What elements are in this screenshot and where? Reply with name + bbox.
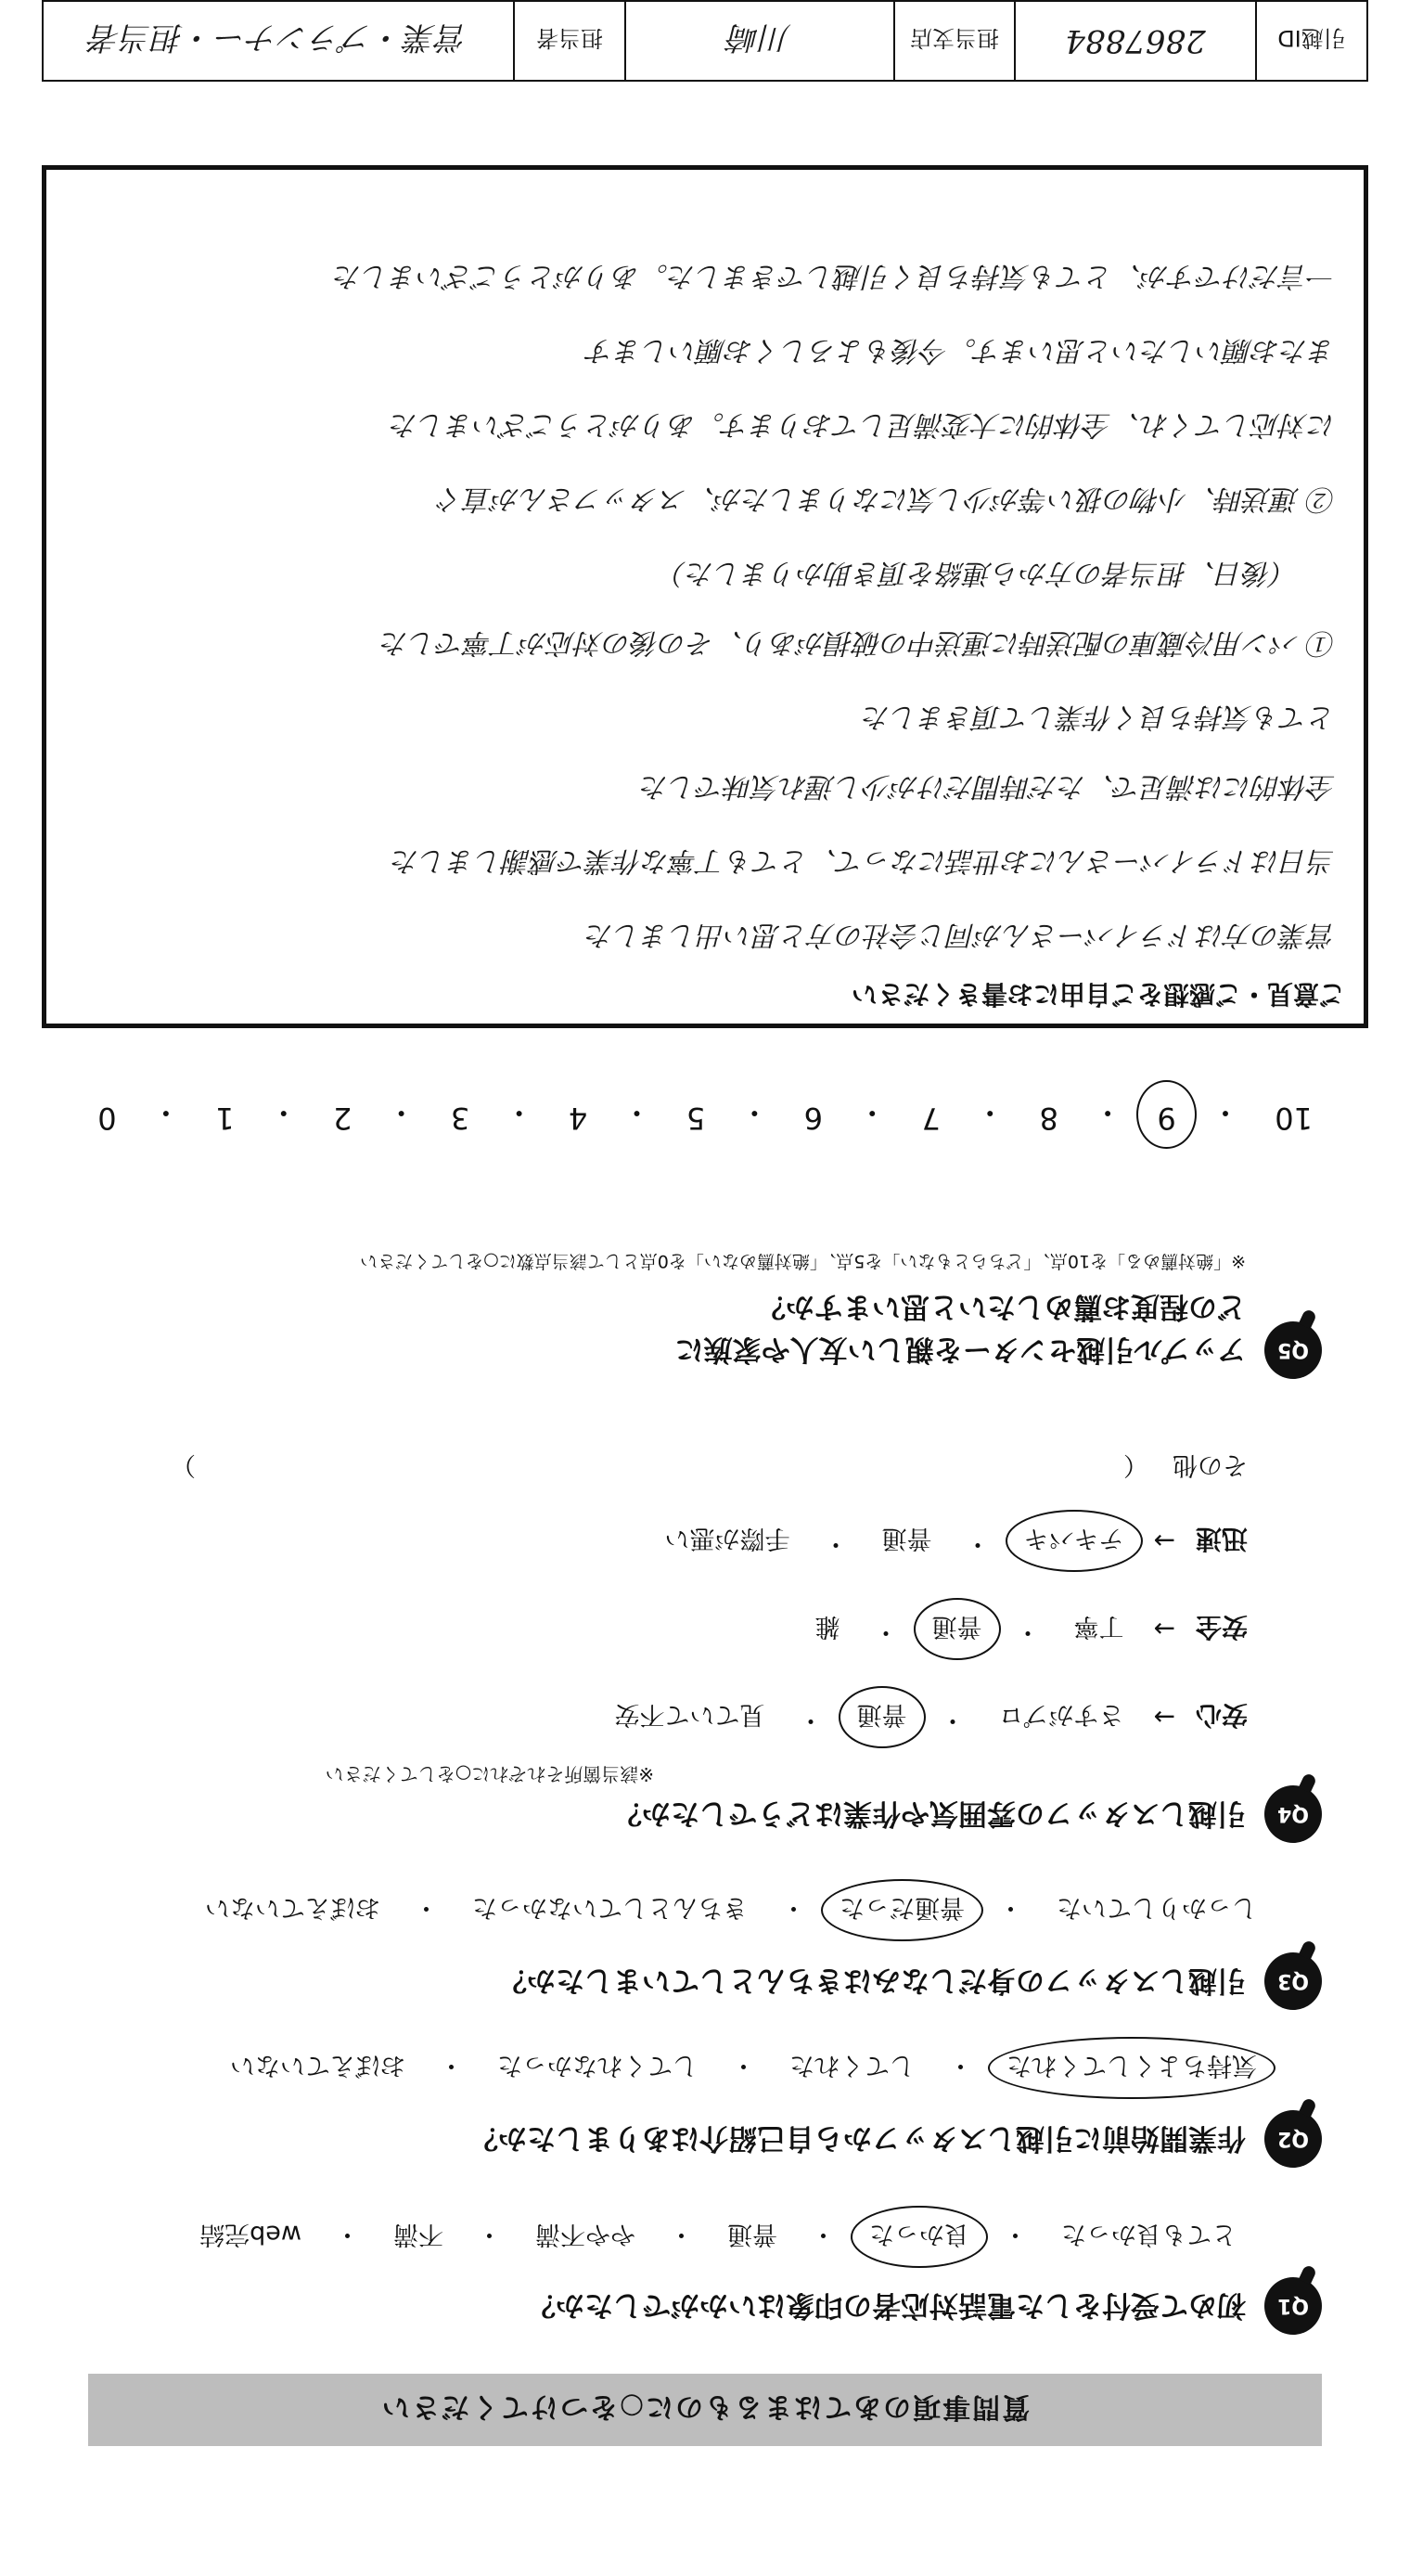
q3-text: 引越しスタッフの身だしなみはきちんとしていましたか？ (498, 1964, 1246, 1997)
comment-line: またお願いしたいと思います。今後もよろしくお願いします (586, 334, 1336, 367)
score-option[interactable]: 8 (1039, 1101, 1058, 1136)
q4-option-selected[interactable]: 普通 (923, 1605, 992, 1653)
question-5 (88, 1193, 1322, 1379)
q2-badge: Q2 (1264, 2110, 1322, 2168)
score-option-selected[interactable]: 9 (1147, 1093, 1185, 1136)
comment-title: ご意見・ご感想をご自由にお書きください (851, 979, 1345, 1010)
q4-row-label: 安全 (1195, 1612, 1248, 1643)
comment-line: 全体的には満足で、ただ時間だけが少し遅れ気味でした (640, 770, 1336, 803)
footer-value-staff: 営業・プランナー・担当者 (89, 19, 468, 57)
q4-other-label: その他 (1173, 1450, 1248, 1479)
q4-option-selected[interactable]: 普通 (848, 1694, 916, 1741)
q3-option[interactable]: きちんとしていなかった (472, 1893, 748, 1922)
score-option[interactable]: 3 (450, 1101, 470, 1136)
q4-option[interactable]: 手際が悪い (664, 1524, 790, 1552)
q1-option[interactable]: とても良かった (1061, 2220, 1237, 2248)
q4-note: ※該当箇所それぞれに○をしてください (325, 1763, 654, 1785)
q1-text: 初めて受付をした電話対応者の印象はいかがでしたか？ (527, 2288, 1246, 2322)
q1-option[interactable]: 不満 (393, 2220, 443, 2248)
instruction-banner (88, 2374, 1322, 2446)
q4-option[interactable]: 雑 (814, 1612, 840, 1641)
arrow-icon: → (1153, 1614, 1175, 1644)
q1-badge: Q1 (1264, 2277, 1322, 2335)
score-option[interactable]: 10 (1275, 1101, 1313, 1136)
comment-box[interactable] (42, 165, 1368, 1028)
q1-option-selected[interactable]: 良かった (860, 2213, 979, 2260)
score-option[interactable]: 7 (921, 1101, 941, 1136)
q4-row-anshin: 安心 → さすがプロ ・ 普通 ・ 見ていて不安 (606, 1694, 1248, 1741)
instruction-text: 質問事項のあてはまるものに○をつけてください (379, 2390, 1031, 2423)
q4-option-selected[interactable]: テキパキ (1015, 1517, 1134, 1565)
q4-option[interactable]: 丁寧 (1073, 1612, 1124, 1641)
comment-line: （後日、担当者の方から連絡を頂き助かりました） (659, 557, 1299, 589)
q4-row-jinsoku: 迅速 → テキパキ ・ 普通 ・ 手際が悪い (656, 1517, 1248, 1565)
q5-badge: Q5 (1264, 1321, 1322, 1379)
score-option[interactable]: 6 (803, 1101, 824, 1136)
q4-row-label: 安心 (1195, 1700, 1248, 1732)
comment-line: 一言だけですが、とても気持ち良く引越しできました。ありがとうございました (334, 260, 1336, 292)
score-option[interactable]: 0 (97, 1101, 117, 1136)
comment-line: ② 運送時、小物の扱い等が少し気になりましたが、スタッフさんが直ぐ (436, 483, 1336, 515)
q3-badge: Q3 (1264, 1952, 1322, 2010)
q4-row-anzen: 安全 → 丁寧 ・ 普通 ・ 雑 (806, 1605, 1248, 1653)
q3-option-selected[interactable]: 普通だった (830, 1887, 974, 1934)
score-option[interactable]: 4 (568, 1101, 588, 1136)
q1-option[interactable]: やや不満 (535, 2220, 635, 2248)
q4-badge: Q4 (1264, 1785, 1322, 1843)
footer-label-id: 引越ID (1255, 2, 1366, 80)
comment-line: 当日はドライバーさんにお世話になって、とても丁寧な作業で感謝しました (391, 844, 1336, 877)
q4-option[interactable]: さすがプロ (998, 1700, 1124, 1729)
q2-option[interactable]: してくれた (789, 2051, 915, 2080)
q2-options: 気持ちよくしてくれた ・ してくれた ・ してくれなかった ・ おぼえていない (221, 2044, 1266, 2092)
footer-info-table (42, 0, 1368, 82)
q3-option[interactable]: しっかりしていた (1057, 1893, 1257, 1922)
comment-line: ① パン用冷蔵庫の配送時に運送中の破損があり、その後の対応が丁寧でした (380, 626, 1336, 659)
q5-score-scale: 10 ・ 9 ・ 8 ・ 7 ・ 6 ・ 5 ・ 4 ・ 3 ・ 2 ・ 1 ・ 0 (88, 1093, 1322, 1136)
arrow-icon: → (1153, 1702, 1175, 1732)
q1-option[interactable]: 普通 (727, 2220, 777, 2248)
footer-value-id: 2867884 (1014, 2, 1255, 80)
footer-label-staff: 担当者 (513, 2, 624, 80)
comment-line: とても気持ち良く作業して頂きました (863, 701, 1336, 733)
q5-note: ※「絶対薦める」を10点、「どちらともない」を5点、「絶対薦めない」を0点として該当点数に○をしてください (360, 1251, 1246, 1271)
q4-other-row: その他 （ ） (88, 1449, 1248, 1486)
question-4 (88, 1450, 1322, 1843)
q4-row-label: 迅速 (1195, 1524, 1248, 1555)
footer-value-branch: 川崎 (624, 2, 893, 80)
comment-line: に対応してくれ、全体的に大変満足しております。ありがとうございました (390, 408, 1336, 441)
q3-option[interactable]: おぼえていない (205, 1893, 380, 1922)
q4-option[interactable]: 見ていて不安 (614, 1700, 765, 1729)
score-option[interactable]: 1 (215, 1101, 235, 1136)
q4-option[interactable]: 普通 (881, 1524, 932, 1552)
score-option[interactable]: 5 (686, 1101, 706, 1136)
question-3 (88, 1889, 1322, 2010)
arrow-icon: → (1153, 1526, 1175, 1556)
q1-options: とても良かった ・ 良かった ・ 普通 ・ やや不満 ・ 不満 ・ web完結 (190, 2213, 1246, 2260)
footer-label-branch: 担当支店 (893, 2, 1014, 80)
q2-option[interactable]: おぼえていない (230, 2051, 405, 2080)
q2-text: 作業開始前に引越しスタッフから自己紹介はありましたか？ (469, 2121, 1246, 2155)
question-1 (88, 2214, 1322, 2335)
comment-line: 営業の方はドライバーさんが同じ会社の方と思い出しました (585, 919, 1336, 951)
q4-text: 引越しスタッフの雰囲気や作業はどうでしたか？ (613, 1797, 1246, 1830)
q2-option[interactable]: してくれなかった (497, 2051, 698, 2080)
question-2 (88, 2047, 1322, 2168)
q5-text-line1: アップル引越センターを親しい友人や家族に (674, 1333, 1246, 1366)
q5-text-line2: どの程度お薦めしたいと思いますか？ (757, 1290, 1246, 1323)
score-option[interactable]: 2 (333, 1101, 352, 1136)
q1-option[interactable]: web完結 (199, 2220, 301, 2248)
q2-option-selected[interactable]: 気持ちよくしてくれた (997, 2044, 1266, 2092)
q3-options: しっかりしていた ・ 普通だった ・ きちんとしていなかった ・ おぼえていない (196, 1887, 1266, 1934)
